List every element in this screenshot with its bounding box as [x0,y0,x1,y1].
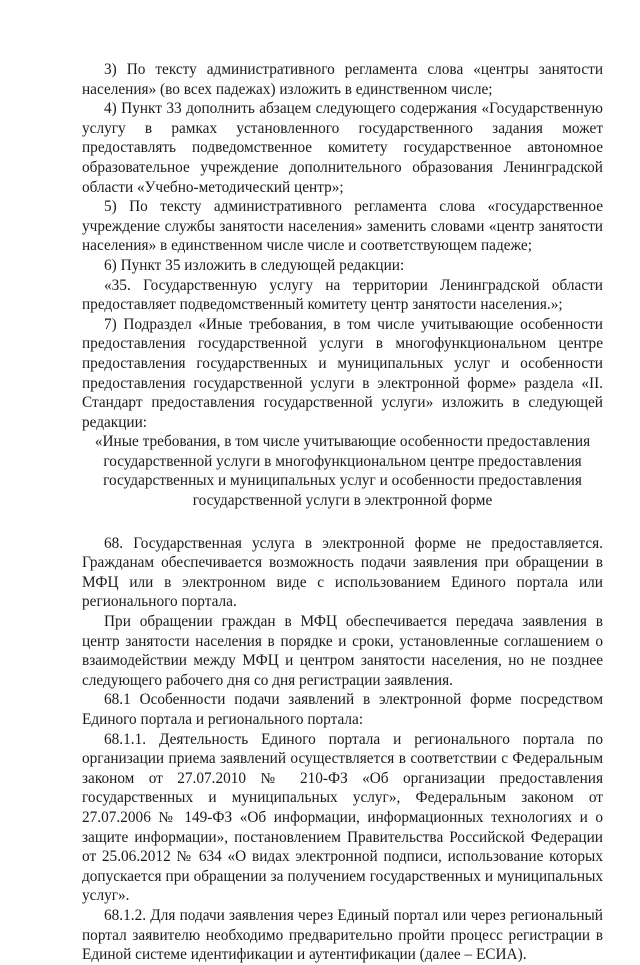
paragraph-point-35: «35. Государственную услугу на территории Ленинградской области предоставляет подведомственный комитету центр занятости населения.»; [82,276,603,314]
section-spacer [82,511,603,534]
paragraph-item-3: 3) По тексту административного регламента слова «центры занятости населения» (во всех падежах) изложить в единственном числе; [82,61,603,98]
paragraph-point-68-1: 68.1 Особенности подачи заявлений в электронной форме посредством Единого портала и регионального портала: [82,691,603,728]
paragraph-mfc-transfer: При обращении граждан в МФЦ обеспечивается передача заявления в центр занятости населения в порядке и сроки, установленные соглашением о взаимодействии между МФЦ и центром занятости населения, но не позднее следующего рабочего дня со дня регистрации заявления. [82,613,603,689]
subsection-heading: «Иные требования, в том числе учитывающие особенности предоставления государственной услуги в многофункциональном центре предоставления государственных и муниципальных услуг и особенности предоставления государственной услуги в электронной форме [94,433,591,510]
paragraph-point-68-1-1: 68.1.1. Деятельность Единого портала и регионального портала по организации приема заявлений осуществляется в соответствии с Федеральным законом от 27.07.2010 № 210-ФЗ «Об организации предоставления государственных и муниципальных услуг», Федеральным законом от 27.07.2006 № 149-ФЗ «Об информации, информационных технологиях и о защите информации», постановлением Правительства Российской Федерации от 25.06.2012 № 634 «О видах электронной подписи, использование которых допускается при обращении за получением государственных и муниципальных услуг». [82,730,603,905]
paragraph-item-4: 4) Пункт 33 дополнить абзацем следующего содержания «Государственную услугу в рамках установленного государственного задания может предоставлять подведомственное комитету государственное автономное образовательное учреждение дополнительного образования Ленинградской области «Учебно-методический центр»; [82,100,603,196]
paragraph-item-6: 6) Пункт 35 изложить в следующей редакции: [104,256,405,274]
paragraph-item-5: 5) По тексту административного регламента слова «государственное учреждение службы занятости населения» заменить словами «центр занятости населения» в единственном числе числе и соответствующем падеже; [82,198,603,255]
paragraph-point-68: 68. Государственная услуга в электронной форме не предоставляется. Гражданам обеспечивается возможность подачи заявления при обращении в МФЦ или в электронном виде с использованием Единого портала или регионального портала. [82,534,603,611]
paragraph-point-68-1-2: 68.1.2. Для подачи заявления через Единый портал или через региональный портал заявителю необходимо предварительно пройти процесс регистрации в Единой системе идентификации и аутентификации (далее – ЕСИА). [82,906,603,964]
document-page [82,60,603,965]
paragraph-item-7: 7) Подраздел «Иные требования, в том числе учитывающие особенности предоставления государственной услуги в многофункциональном центре предоставления государственных и муниципальных услуг и особенности предоставления государственной услуги в электронной форме» раздела «II. Стандарт предоставления государственной услуги» изложить в следующей редакции: [82,315,603,431]
